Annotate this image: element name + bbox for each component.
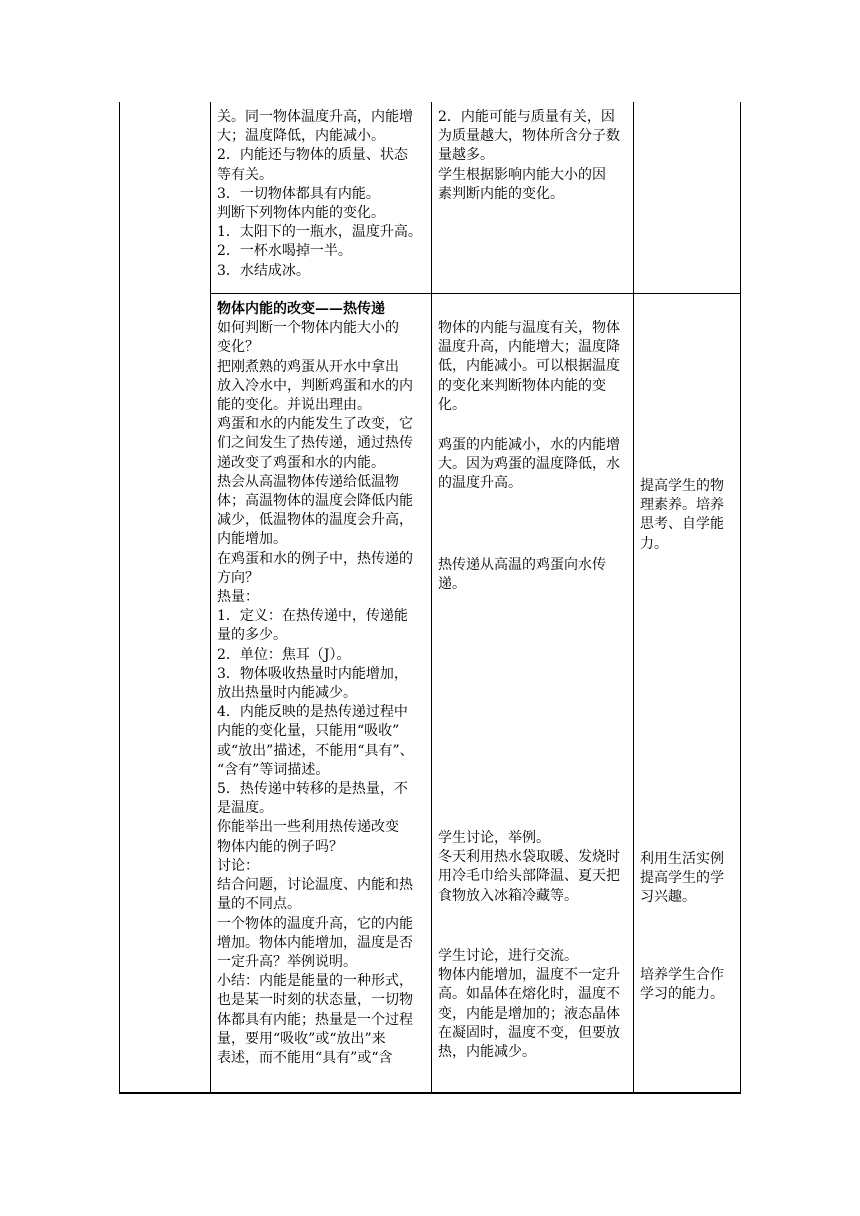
row2-student-block-e [438, 947, 620, 1062]
row2-intent-block-a [640, 477, 724, 554]
text-line: 理素养。培养 [640, 497, 724, 514]
table-border-right [740, 102, 741, 1094]
text-line: 方向？ [217, 569, 259, 586]
table-column-divider-3 [633, 102, 634, 1094]
text-line: 量，要用“吸收”或“放出”来 [217, 1030, 386, 1047]
text-line: 小结：内能是能量的一种形式， [217, 973, 413, 990]
text-line: 如何判断一个物体内能大小的 [217, 320, 399, 337]
text-line: 等有关。 [217, 166, 273, 183]
text-line: 热量： [217, 589, 259, 606]
text-line: 在凝固时，温度不变，但要放 [438, 1024, 620, 1041]
row1-student-cell [438, 108, 620, 204]
table-border-left [119, 102, 120, 1094]
text-line: 递。 [438, 576, 466, 593]
text-line: 判断下列物体内能的变化。 [217, 205, 385, 222]
text-line: 鸡蛋的内能减小，水的内能增 [438, 437, 620, 453]
table-column-divider-2 [431, 102, 432, 1094]
text-line: 提高学生的学 [640, 870, 724, 887]
text-line: 用冷毛巾给头部降温、夏天把 [438, 868, 620, 885]
text-line: 内能的变化量，只能用“吸收” [217, 723, 400, 740]
text-line: 习兴趣。 [640, 889, 696, 906]
row-divider [210, 293, 741, 294]
text-line: 学生讨论，举例。 [438, 830, 550, 846]
text-line: 关。同一物体温度升高，内能增 [217, 109, 413, 125]
text-line: 大；温度降低，内能减小。 [217, 128, 385, 145]
text-line: 物体内能的例子吗？ [217, 838, 343, 855]
text-line: 力。 [640, 535, 668, 552]
text-line: 3．一切物体都具有内能。 [217, 185, 380, 202]
text-line: 1．定义：在热传递中，传递能 [217, 608, 408, 625]
table-column-divider-1 [210, 102, 211, 1094]
text-line: 内能增加。 [217, 531, 287, 548]
row2-intent-block-b [640, 850, 724, 908]
text-line: 物体的内能与温度有关，物体 [438, 320, 620, 336]
text-line: 或“放出”描述，不能用“具有”、 [217, 742, 414, 759]
text-line: 4．内能反映的是热传递过程中 [217, 704, 408, 721]
text-line: 鸡蛋和水的内能发生了改变，它 [217, 416, 413, 433]
text-line: 表述，而不能用“具有”或“含 [217, 1049, 393, 1066]
text-line: 思考、自学能 [640, 516, 724, 533]
text-line: 们之间发生了热传递，通过热传 [217, 435, 413, 452]
row2-student-block-d [438, 829, 620, 906]
text-line: 2．内能还与物体的质量、状态 [217, 147, 408, 164]
text-line: 2．一杯水喝掉一半。 [217, 243, 352, 260]
text-line: 量越多。 [438, 147, 494, 164]
text-line: 的变化来判断物体内能的变 [438, 377, 606, 394]
text-line: 热，内能减少。 [438, 1044, 536, 1061]
text-line: 1．太阳下的一瓶水，温度升高。 [217, 224, 422, 241]
text-line: 学生根据影响内能大小的因 [438, 166, 606, 183]
row2-teacher-cell [217, 300, 414, 1068]
text-line: 高。如晶体在熔化时，温度不 [438, 986, 620, 1003]
text-line: 温度升高，内能增大；温度降 [438, 339, 620, 356]
text-line: 讨论： [217, 857, 259, 874]
text-line: 3．物体吸收热量时内能增加， [217, 665, 408, 682]
text-line: 递改变了鸡蛋和水的内能。 [217, 454, 385, 471]
text-line: 食物放入冰箱冷藏等。 [438, 887, 578, 904]
text-line: 减少，低温物体的温度会升高， [217, 512, 413, 529]
row2-student-block-b [438, 436, 620, 494]
text-line: 放出热量时内能减少。 [217, 685, 357, 702]
text-line: 体；高温物体的温度会降低内能 [217, 493, 413, 510]
row1-teacher-cell [217, 108, 422, 281]
text-line: 你能举出一些利用热传递改变 [217, 819, 399, 836]
text-line: 在鸡蛋和水的例子中，热传递的 [217, 550, 413, 567]
text-line: 放入冷水中，判断鸡蛋和水的内 [217, 377, 413, 394]
row2-student-block-c [438, 556, 606, 594]
text-line: 2．单位：焦耳（J）。 [217, 646, 351, 663]
text-line: “含有”等词描述。 [217, 761, 330, 778]
text-line: 5．热传递中转移的是热量，不 [217, 781, 408, 798]
text-line: 是温度。 [217, 800, 273, 817]
text-line: 量的不同点。 [217, 896, 301, 913]
text-line: 提高学生的物 [640, 478, 724, 494]
text-line: 体都具有内能；热量是一个过程 [217, 1011, 413, 1028]
text-line: 一个物体的温度升高，它的内能 [217, 915, 413, 932]
text-line: 学习的能力。 [640, 986, 724, 1003]
text-line: 素判断内能的变化。 [438, 185, 564, 202]
text-line: 3．水结成冰。 [217, 262, 310, 279]
text-line: 增加。物体内能增加，温度是否 [217, 934, 413, 951]
text-line: 热会从高温物体传递给低温物 [217, 473, 399, 490]
text-line: 量的多少。 [217, 627, 287, 644]
text-line: 一定升高？举例说明。 [217, 953, 357, 970]
row2-intent-block-c [640, 966, 724, 1004]
text-line: 利用生活实例 [640, 851, 724, 867]
section-title: 物体内能的改变——热传递 [217, 301, 385, 317]
text-line: 2．内能可能与质量有关，因 [438, 109, 615, 125]
text-line: 学生讨论，进行交流。 [438, 948, 578, 964]
text-line: 大。因为鸡蛋的温度降低，水 [438, 456, 620, 473]
text-line: 低，内能减小。可以根据温度 [438, 358, 620, 375]
text-line: 变化？ [217, 339, 259, 356]
text-line: 结合问题，讨论温度、内能和热 [217, 877, 413, 894]
text-line: 把刚煮熟的鸡蛋从开水中拿出 [217, 358, 399, 375]
text-line: 变，内能是增加的；液态晶体 [438, 1005, 620, 1022]
text-line: 也是某一时刻的状态量，一切物 [217, 992, 413, 1009]
text-line: 的温度升高。 [438, 475, 522, 492]
text-line: 能的变化。并说出理由。 [217, 397, 371, 414]
text-line: 为质量越大，物体所含分子数 [438, 128, 620, 145]
text-line: 物体内能增加，温度不一定升 [438, 967, 620, 984]
row2-student-block-a [438, 319, 620, 415]
table-border-bottom [119, 1092, 741, 1094]
text-line: 热传递从高温的鸡蛋向水传 [438, 557, 606, 573]
text-line: 培养学生合作 [640, 967, 724, 983]
text-line: 化。 [438, 396, 466, 413]
text-line: 冬天利用热水袋取暖、发烧时 [438, 849, 620, 866]
